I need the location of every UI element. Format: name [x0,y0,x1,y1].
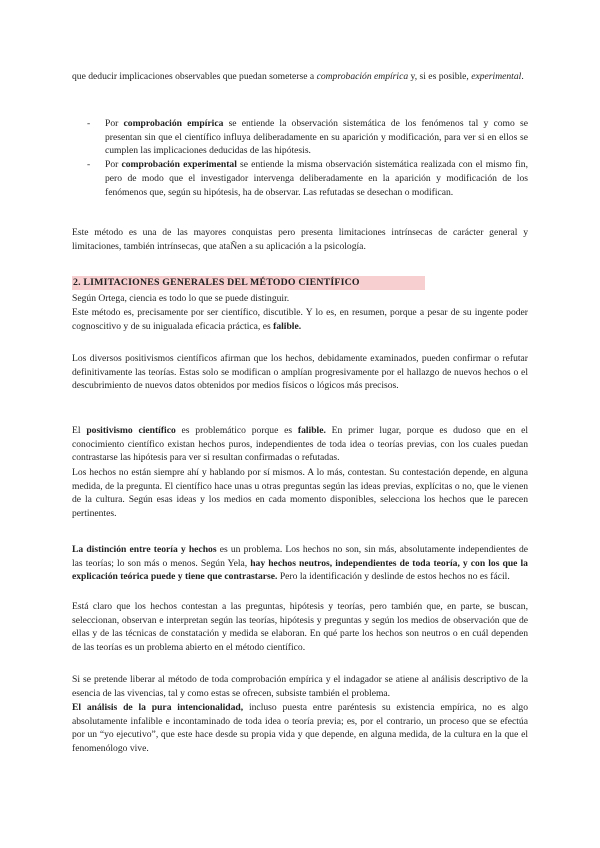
distinction-text-1: es un problema. Los hechos no son, sin más, absolutamente independientes de las teorías; lo son más o menos. Según Yela, [72,544,529,569]
distinction-term: La distinción entre teoría y hechos [72,544,217,555]
bullet-term: comprobación empírica [123,118,224,129]
bullet-prefix: Por [105,159,122,171]
positivism-term: positivismo científico [86,425,176,436]
intro-text-1: que deducir implicaciones observables que puedan someterse a [72,71,317,82]
positivism-text-3: En primer lugar, porque es dudoso que en el conocimiento científico existan hechos puros, independientes de toda idea o teorías previas, con los cuales puedan contrastarse las hipótesis para ver si resultan confirmadas o refutadas. [72,425,528,464]
positivism-paragraph [72,424,528,465]
ortega-line: Según Ortega, ciencia es todo lo que se puede distinguir. [72,293,290,304]
intro-text-2: y, si es posible, [408,71,472,82]
intro-term-experimental: experimental [471,71,522,82]
positivism-text-2: es problemático porque es [175,425,298,436]
positivisms-paragraph: Los diversos positivismos científicos afirman que los hechos, debidamente examinados, pueden confirmar o refutar definitivamente las teorías. Estas solo se modifican o amplían progresivamente por el hallazgo de nuevos hechos o el descubrimiento de nuevos datos obtenidos por medios físicos o lógicos más precisos. [72,353,528,392]
positivism-text-1: El [72,425,87,436]
bullet-dash: - [87,159,91,171]
fallibility-term: falible. [273,320,302,332]
method-paragraph: Este método es una de las mayores conquistas pero presenta limitaciones intrínsecas de carácter general y limitaciones, también intrínsecas, que ataÑen a su aplicación a la psicología. [72,227,528,252]
analysis-term: El análisis de la pura intencionalidad, [72,702,244,713]
positivism-fallible: falible. [297,425,326,436]
definition-list [72,117,528,199]
analysis-text: incluso puesta entre paréntesis su existencia empírica, no es algo absolutamente infalible e incontaminado de toda idea o teoría previa; es, por el contrario, un proceso que se efectúa por un “yo ejecutivo”, que este hace desde su propia vida y que depende, en alguna medida, de la cultura en la que el fenomenólogo vive. [72,702,528,755]
bullet-term: comprobación experimental [121,159,237,171]
fallibility-paragraph [72,306,528,333]
intro-term-empirical: comprobación empírica [316,71,409,82]
list-item [72,158,528,199]
intro-text-3: . [521,71,524,82]
facts-paragraph: Los hechos no están siempre ahí y hablando por sí mismos. A lo más, contestan. Su contestación depende, en alguna medida, de la pregunta. El científico hace unas u otras preguntas según las ideas previas, explícitas o no, que le vienen de la cultura. Según esas ideas y los medios en cada momento disponibles, selecciona los hechos que le parecen pertinentes. [72,467,528,520]
section-heading: 2. LIMITACIONES GENERALES DEL MÉTODO CIENTÍFICO [72,276,425,290]
distinction-paragraph [72,543,528,584]
distinction-claim: hay hechos neutros, independientes de toda teoría, y con los que la explicación teórica puede y tiene que contrastarse. [72,557,528,583]
bullet-text: se entiende la observación sistemática de los fenómenos tal y como se presentan sin que el científico influya deliberadamente en su aparición y modificación, para ver si en ellos se cumplen las implicaciones deducidas de las hipótesis. [105,118,528,157]
bullet-dash: - [87,118,91,129]
bullet-text: se entiende la misma observación sistemática realizada con el mismo fin, pero de modo que el investigador intervenga deliberadamente en la aparición y modificación de los fenómenos que, según su hipótesis, ha de observar. Las refutadas se desechan o modifican. [105,159,529,198]
clarity-paragraph: Está claro que los hechos contestan a las preguntas, hipótesis y teorías, pero también que, en parte, se buscan, seleccionan, observan e interpretan según las teorías, hipótesis y preguntas y según los medios de observación que de ellas y de las técnicas de constatación y medida se elaboran. En qué parte los hechos son neutros o en cuál dependen de las teorías es un problema abierto en el método científico. [72,601,528,654]
list-item [72,117,528,158]
intro-paragraph [72,70,528,84]
bullet-prefix: Por [105,118,124,129]
fallibility-text: Este método es, precisamente por ser científico, discutible. Y lo es, en resumen, porque a pesar de su ingente poder cognoscitivo y de su inigualada eficacia práctica, es [72,307,528,332]
distinction-text-2: Pero la identificación y deslinde de estos hechos no es fácil. [277,571,510,583]
analysis-paragraph [72,701,528,756]
liberation-paragraph: Si se pretende liberar al método de toda comprobación empírica y el indagador se atiene al análisis descriptivo de la esencia de las vivencias, tal y como estas se ofrecen, subsiste también el problema. [72,674,528,699]
